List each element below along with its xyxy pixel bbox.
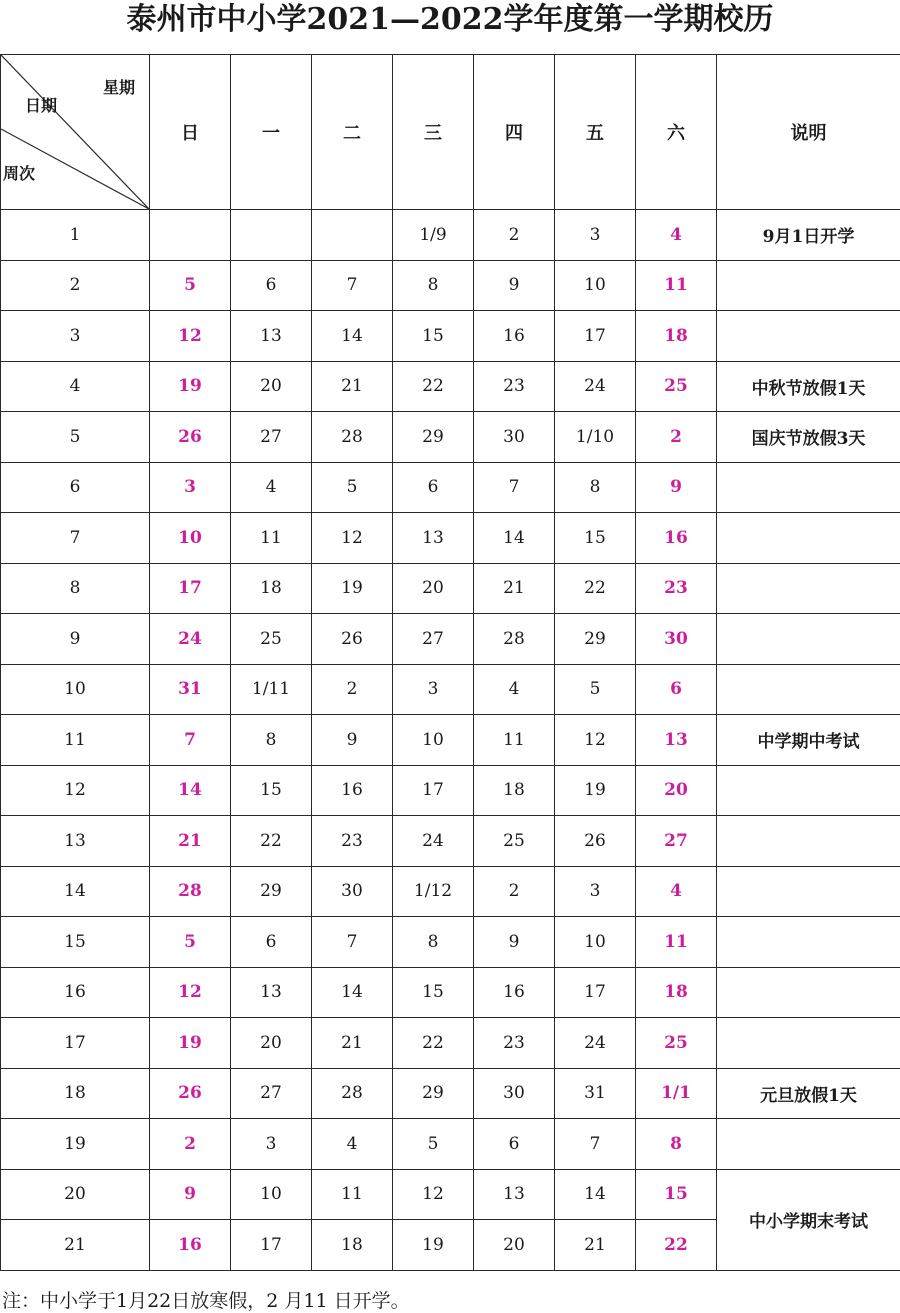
date-cell: 14 bbox=[474, 513, 555, 564]
week-number-cell: 11 bbox=[1, 715, 150, 766]
date-cell: 16 bbox=[474, 311, 555, 362]
date-cell: 7 bbox=[150, 715, 231, 766]
week-number-cell: 21 bbox=[1, 1220, 150, 1271]
date-cell: 30 bbox=[474, 412, 555, 463]
header-tuesday: 二 bbox=[312, 55, 393, 210]
date-cell: 17 bbox=[555, 311, 636, 362]
date-cell: 2 bbox=[636, 412, 717, 463]
note-cell bbox=[717, 462, 900, 513]
note-cell: 中小学期末考试 bbox=[717, 1169, 900, 1270]
date-cell: 29 bbox=[393, 412, 474, 463]
date-cell: 21 bbox=[474, 563, 555, 614]
date-cell: 11 bbox=[312, 1169, 393, 1220]
date-cell: 1/11 bbox=[231, 664, 312, 715]
note-cell bbox=[717, 1119, 900, 1170]
date-cell: 24 bbox=[150, 614, 231, 665]
week-row bbox=[1, 967, 900, 1018]
date-cell: 8 bbox=[636, 1119, 717, 1170]
date-cell: 2 bbox=[474, 210, 555, 261]
week-row bbox=[1, 513, 900, 564]
date-cell: 9 bbox=[312, 715, 393, 766]
date-cell: 16 bbox=[312, 765, 393, 816]
date-cell: 6 bbox=[636, 664, 717, 715]
date-cell: 17 bbox=[150, 563, 231, 614]
date-cell: 8 bbox=[393, 260, 474, 311]
date-cell: 3 bbox=[393, 664, 474, 715]
school-calendar-table bbox=[0, 54, 900, 1271]
date-cell: 3 bbox=[150, 462, 231, 513]
date-cell: 28 bbox=[474, 614, 555, 665]
date-cell: 3 bbox=[555, 210, 636, 261]
date-cell: 7 bbox=[555, 1119, 636, 1170]
date-cell: 8 bbox=[231, 715, 312, 766]
date-cell: 3 bbox=[231, 1119, 312, 1170]
date-cell: 9 bbox=[636, 462, 717, 513]
header-thursday: 四 bbox=[474, 55, 555, 210]
date-cell: 13 bbox=[231, 967, 312, 1018]
week-number-cell: 1 bbox=[1, 210, 150, 261]
note-cell bbox=[717, 866, 900, 917]
week-row bbox=[1, 866, 900, 917]
date-cell: 7 bbox=[474, 462, 555, 513]
date-cell: 24 bbox=[393, 816, 474, 867]
date-cell: 10 bbox=[555, 260, 636, 311]
date-cell: 4 bbox=[636, 210, 717, 261]
date-cell: 11 bbox=[474, 715, 555, 766]
date-cell: 5 bbox=[312, 462, 393, 513]
date-cell: 21 bbox=[312, 1018, 393, 1069]
date-cell: 22 bbox=[393, 1018, 474, 1069]
date-cell: 20 bbox=[231, 361, 312, 412]
date-cell: 19 bbox=[393, 1220, 474, 1271]
week-row bbox=[1, 563, 900, 614]
date-cell: 27 bbox=[393, 614, 474, 665]
date-cell: 26 bbox=[150, 1068, 231, 1119]
date-cell: 30 bbox=[636, 614, 717, 665]
date-cell: 2 bbox=[474, 866, 555, 917]
date-cell: 26 bbox=[555, 816, 636, 867]
date-cell: 18 bbox=[474, 765, 555, 816]
date-cell: 26 bbox=[150, 412, 231, 463]
week-number-cell: 8 bbox=[1, 563, 150, 614]
date-cell: 5 bbox=[555, 664, 636, 715]
date-cell: 9 bbox=[474, 917, 555, 968]
date-cell: 12 bbox=[150, 967, 231, 1018]
note-cell bbox=[717, 664, 900, 715]
date-cell: 17 bbox=[231, 1220, 312, 1271]
date-cell: 6 bbox=[393, 462, 474, 513]
date-cell: 14 bbox=[555, 1169, 636, 1220]
date-cell: 2 bbox=[312, 664, 393, 715]
date-cell: 11 bbox=[636, 917, 717, 968]
week-row bbox=[1, 1068, 900, 1119]
note-cell: 中秋节放假1天 bbox=[717, 361, 900, 412]
date-cell: 16 bbox=[636, 513, 717, 564]
date-cell: 8 bbox=[393, 917, 474, 968]
week-number-cell: 17 bbox=[1, 1018, 150, 1069]
date-cell: 27 bbox=[231, 1068, 312, 1119]
date-cell: 5 bbox=[150, 917, 231, 968]
header-monday: 一 bbox=[231, 55, 312, 210]
date-cell: 18 bbox=[231, 563, 312, 614]
date-cell: 20 bbox=[636, 765, 717, 816]
note-cell bbox=[717, 1018, 900, 1069]
date-cell: 18 bbox=[312, 1220, 393, 1271]
date-cell: 11 bbox=[231, 513, 312, 564]
date-cell: 17 bbox=[555, 967, 636, 1018]
note-cell bbox=[717, 614, 900, 665]
week-row bbox=[1, 765, 900, 816]
week-number-cell: 20 bbox=[1, 1169, 150, 1220]
header-row bbox=[1, 55, 900, 210]
date-cell: 29 bbox=[231, 866, 312, 917]
week-row bbox=[1, 1119, 900, 1170]
week-number-cell: 2 bbox=[1, 260, 150, 311]
page-title: 泰州市中小学2021—2022学年度第一学期校历 bbox=[0, 0, 900, 48]
date-cell: 7 bbox=[312, 917, 393, 968]
header-sunday: 日 bbox=[150, 55, 231, 210]
date-cell: 30 bbox=[312, 866, 393, 917]
date-cell: 26 bbox=[312, 614, 393, 665]
date-cell: 4 bbox=[231, 462, 312, 513]
date-cell: 6 bbox=[231, 260, 312, 311]
header-notes: 说明 bbox=[717, 55, 900, 210]
date-cell: 20 bbox=[231, 1018, 312, 1069]
date-cell: 1/10 bbox=[555, 412, 636, 463]
date-cell: 30 bbox=[474, 1068, 555, 1119]
note-cell bbox=[717, 311, 900, 362]
note-cell: 中学期中考试 bbox=[717, 715, 900, 766]
date-cell: 25 bbox=[474, 816, 555, 867]
date-cell: 17 bbox=[393, 765, 474, 816]
week-number-cell: 7 bbox=[1, 513, 150, 564]
date-cell: 12 bbox=[555, 715, 636, 766]
date-cell: 1/9 bbox=[393, 210, 474, 261]
note-cell bbox=[717, 967, 900, 1018]
note-cell: 国庆节放假3天 bbox=[717, 412, 900, 463]
note-cell bbox=[717, 816, 900, 867]
corner-header-cell bbox=[1, 55, 150, 210]
calendar-body bbox=[1, 210, 900, 1271]
date-cell: 24 bbox=[555, 361, 636, 412]
date-cell: 21 bbox=[312, 361, 393, 412]
date-cell: 12 bbox=[150, 311, 231, 362]
week-row bbox=[1, 1018, 900, 1069]
date-cell: 20 bbox=[474, 1220, 555, 1271]
header-wednesday: 三 bbox=[393, 55, 474, 210]
date-cell: 2 bbox=[150, 1119, 231, 1170]
week-row bbox=[1, 311, 900, 362]
week-row bbox=[1, 816, 900, 867]
note-cell bbox=[717, 563, 900, 614]
week-row bbox=[1, 1169, 900, 1220]
date-cell: 22 bbox=[555, 563, 636, 614]
date-cell: 25 bbox=[636, 1018, 717, 1069]
week-number-cell: 15 bbox=[1, 917, 150, 968]
date-cell: 13 bbox=[393, 513, 474, 564]
date-cell: 10 bbox=[555, 917, 636, 968]
header-friday: 五 bbox=[555, 55, 636, 210]
week-row bbox=[1, 614, 900, 665]
date-cell: 16 bbox=[474, 967, 555, 1018]
week-number-cell: 19 bbox=[1, 1119, 150, 1170]
date-cell: 27 bbox=[636, 816, 717, 867]
footnote: 注：中小学于1月22日放寒假，2 月11 日开学。 bbox=[2, 1286, 410, 1313]
date-cell bbox=[231, 210, 312, 261]
date-cell: 3 bbox=[555, 866, 636, 917]
date-cell: 5 bbox=[150, 260, 231, 311]
date-cell: 19 bbox=[150, 361, 231, 412]
date-cell: 25 bbox=[231, 614, 312, 665]
date-cell: 29 bbox=[555, 614, 636, 665]
date-cell: 15 bbox=[393, 311, 474, 362]
date-cell: 12 bbox=[393, 1169, 474, 1220]
week-number-cell: 18 bbox=[1, 1068, 150, 1119]
week-number-cell: 14 bbox=[1, 866, 150, 917]
date-cell: 13 bbox=[636, 715, 717, 766]
date-cell: 24 bbox=[555, 1018, 636, 1069]
date-cell: 13 bbox=[231, 311, 312, 362]
date-cell: 28 bbox=[312, 1068, 393, 1119]
date-cell: 31 bbox=[150, 664, 231, 715]
date-cell: 10 bbox=[393, 715, 474, 766]
date-cell: 6 bbox=[474, 1119, 555, 1170]
date-cell: 1/1 bbox=[636, 1068, 717, 1119]
date-cell: 1/12 bbox=[393, 866, 474, 917]
date-cell: 23 bbox=[312, 816, 393, 867]
date-cell: 23 bbox=[474, 361, 555, 412]
note-cell bbox=[717, 765, 900, 816]
date-cell: 15 bbox=[231, 765, 312, 816]
week-row bbox=[1, 917, 900, 968]
date-cell: 9 bbox=[150, 1169, 231, 1220]
date-cell: 4 bbox=[474, 664, 555, 715]
date-cell: 23 bbox=[474, 1018, 555, 1069]
week-row bbox=[1, 664, 900, 715]
date-cell: 13 bbox=[474, 1169, 555, 1220]
date-cell bbox=[150, 210, 231, 261]
date-cell: 25 bbox=[636, 361, 717, 412]
date-cell: 21 bbox=[150, 816, 231, 867]
note-cell bbox=[717, 260, 900, 311]
date-cell: 10 bbox=[231, 1169, 312, 1220]
note-cell bbox=[717, 513, 900, 564]
date-cell: 19 bbox=[312, 563, 393, 614]
week-row bbox=[1, 260, 900, 311]
corner-label-date: 日期 bbox=[25, 93, 57, 116]
date-cell: 15 bbox=[636, 1169, 717, 1220]
date-cell: 9 bbox=[474, 260, 555, 311]
date-cell: 28 bbox=[312, 412, 393, 463]
date-cell: 27 bbox=[231, 412, 312, 463]
date-cell: 20 bbox=[393, 563, 474, 614]
week-number-cell: 16 bbox=[1, 967, 150, 1018]
date-cell: 5 bbox=[393, 1119, 474, 1170]
date-cell: 4 bbox=[312, 1119, 393, 1170]
date-cell: 15 bbox=[555, 513, 636, 564]
date-cell: 6 bbox=[231, 917, 312, 968]
corner-label-weekday: 星期 bbox=[103, 75, 135, 98]
date-cell: 14 bbox=[312, 967, 393, 1018]
week-number-cell: 10 bbox=[1, 664, 150, 715]
date-cell: 28 bbox=[150, 866, 231, 917]
date-cell: 18 bbox=[636, 967, 717, 1018]
week-row bbox=[1, 462, 900, 513]
week-number-cell: 6 bbox=[1, 462, 150, 513]
date-cell: 22 bbox=[636, 1220, 717, 1271]
week-number-cell: 9 bbox=[1, 614, 150, 665]
corner-label-week-number: 周次 bbox=[3, 161, 35, 184]
week-number-cell: 12 bbox=[1, 765, 150, 816]
date-cell: 15 bbox=[393, 967, 474, 1018]
week-row bbox=[1, 210, 900, 261]
week-row bbox=[1, 715, 900, 766]
date-cell: 31 bbox=[555, 1068, 636, 1119]
date-cell: 22 bbox=[393, 361, 474, 412]
date-cell: 18 bbox=[636, 311, 717, 362]
week-number-cell: 3 bbox=[1, 311, 150, 362]
note-cell: 9月1日开学 bbox=[717, 210, 900, 261]
week-row bbox=[1, 412, 900, 463]
header-saturday: 六 bbox=[636, 55, 717, 210]
week-number-cell: 5 bbox=[1, 412, 150, 463]
week-number-cell: 13 bbox=[1, 816, 150, 867]
date-cell: 10 bbox=[150, 513, 231, 564]
date-cell: 23 bbox=[636, 563, 717, 614]
date-cell: 11 bbox=[636, 260, 717, 311]
date-cell: 8 bbox=[555, 462, 636, 513]
note-cell: 元旦放假1天 bbox=[717, 1068, 900, 1119]
date-cell: 16 bbox=[150, 1220, 231, 1271]
date-cell: 29 bbox=[393, 1068, 474, 1119]
date-cell: 19 bbox=[150, 1018, 231, 1069]
date-cell: 14 bbox=[150, 765, 231, 816]
date-cell: 14 bbox=[312, 311, 393, 362]
note-cell bbox=[717, 917, 900, 968]
week-number-cell: 4 bbox=[1, 361, 150, 412]
date-cell: 4 bbox=[636, 866, 717, 917]
week-row bbox=[1, 361, 900, 412]
date-cell: 22 bbox=[231, 816, 312, 867]
date-cell: 21 bbox=[555, 1220, 636, 1271]
date-cell: 19 bbox=[555, 765, 636, 816]
date-cell: 7 bbox=[312, 260, 393, 311]
date-cell: 12 bbox=[312, 513, 393, 564]
date-cell bbox=[312, 210, 393, 261]
